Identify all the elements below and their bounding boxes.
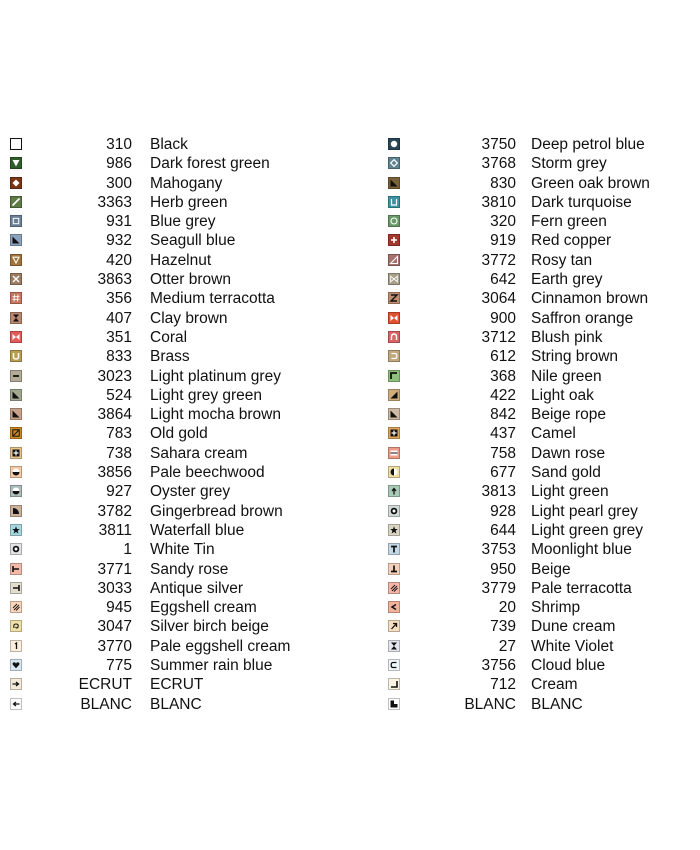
legend-row <box>388 540 688 559</box>
color-name: Storm grey <box>531 155 607 173</box>
floss-code: 900 <box>490 309 516 327</box>
legend-row <box>388 193 688 212</box>
floss-code: 437 <box>490 425 516 443</box>
legend-row <box>10 309 310 328</box>
legend-row <box>10 328 310 347</box>
c-shape-icon <box>388 659 400 671</box>
color-name: Cream <box>531 676 578 694</box>
chevron-left-icon <box>388 601 400 613</box>
legend-row <box>10 560 310 579</box>
floss-code: BLANC <box>80 695 132 713</box>
legend-row <box>388 482 688 501</box>
floss-code: 677 <box>490 464 516 482</box>
color-name: Green oak brown <box>531 174 650 192</box>
triangle-down-outline-icon <box>10 254 22 266</box>
color-name: Light platinum grey <box>150 367 281 385</box>
color-name: Saffron orange <box>531 309 634 327</box>
legend-row <box>388 231 688 250</box>
color-name: Deep petrol blue <box>531 136 645 153</box>
color-name: Dark forest green <box>150 155 270 173</box>
floss-code: 300 <box>106 174 132 192</box>
slash-box-icon <box>10 427 22 439</box>
inverted-t-icon <box>388 563 400 575</box>
half-circle-icon <box>10 466 22 478</box>
swirl-icon <box>10 620 22 632</box>
half-circle-icon <box>388 466 400 478</box>
heart-icon <box>10 659 22 671</box>
legend-row <box>388 289 688 308</box>
l-shape-icon <box>388 678 400 690</box>
legend-row <box>388 675 688 694</box>
color-name: ECRUT <box>150 676 204 694</box>
color-name: Sand gold <box>531 464 601 482</box>
color-name: Pale eggshell cream <box>150 637 291 655</box>
floss-code: 420 <box>106 251 132 269</box>
floss-code: 3756 <box>481 657 516 675</box>
legend-row <box>388 251 688 270</box>
color-name: Seagull blue <box>150 232 236 250</box>
color-name: Beige rope <box>531 406 606 424</box>
color-name: Dune cream <box>531 618 616 636</box>
floss-code: BLANC <box>464 695 516 713</box>
hourglass-icon <box>10 312 22 324</box>
legend-row <box>388 367 688 386</box>
x-cross-icon <box>10 273 22 285</box>
legend-row <box>388 154 688 173</box>
floss-code: 1 <box>123 541 132 559</box>
color-name: Cinnamon brown <box>531 290 649 308</box>
legend-row <box>388 135 688 154</box>
floss-code: 3033 <box>97 579 132 597</box>
legend-row <box>10 405 310 424</box>
cross-box-icon <box>10 447 22 459</box>
legend-row <box>10 579 310 598</box>
legend-row <box>388 309 688 328</box>
legend-row <box>10 347 310 366</box>
floss-code: 3772 <box>481 251 516 269</box>
legend-row <box>10 598 310 617</box>
square-outline-icon <box>10 138 22 150</box>
floss-code: 356 <box>106 290 132 308</box>
floss-code: 739 <box>490 618 516 636</box>
floss-code: 642 <box>490 271 516 289</box>
legend-row <box>10 675 310 694</box>
legend-row <box>10 656 310 675</box>
legend-row <box>388 502 688 521</box>
gear-icon <box>388 505 400 517</box>
color-name: Blush pink <box>531 328 603 346</box>
legend-row <box>388 637 688 656</box>
color-name: Mahogany <box>150 174 223 192</box>
z-shape-icon <box>388 292 400 304</box>
floss-code: 927 <box>106 483 132 501</box>
floss-code: 3064 <box>481 290 516 308</box>
floss-code: 3863 <box>97 271 132 289</box>
color-name: Old gold <box>150 425 208 443</box>
inner-square-icon <box>10 215 22 227</box>
legend-row <box>10 251 310 270</box>
stripes-icon <box>10 601 22 613</box>
legend-row <box>388 579 688 598</box>
floss-code: 3864 <box>97 406 132 424</box>
legend-row <box>10 193 310 212</box>
color-name: White Violet <box>531 637 614 655</box>
color-name: Nile green <box>531 367 602 385</box>
circle-icon <box>388 138 400 150</box>
legend-row <box>10 174 310 193</box>
floss-code: 3750 <box>481 136 516 153</box>
color-name: Antique silver <box>150 579 244 597</box>
floss-code: 3023 <box>97 367 132 385</box>
floss-code: 368 <box>490 367 516 385</box>
legend-row <box>388 405 688 424</box>
legend-row <box>10 135 310 154</box>
color-name: Light mocha brown <box>150 406 281 424</box>
floss-code: 3771 <box>97 560 132 578</box>
arrow-diagonal-icon <box>388 620 400 632</box>
legend-row <box>10 521 310 540</box>
bowtie-icon <box>388 312 400 324</box>
star-icon <box>10 524 22 536</box>
color-name: Hazelnut <box>150 251 212 269</box>
legend-row <box>388 270 688 289</box>
sun-icon <box>10 543 22 555</box>
one-icon <box>10 640 22 652</box>
legend-row <box>388 444 688 463</box>
color-name: Gingerbread brown <box>150 502 283 520</box>
legend-row <box>388 521 688 540</box>
floss-code: 928 <box>490 502 516 520</box>
floss-code: 758 <box>490 444 516 462</box>
color-name: Light pearl grey <box>531 502 638 520</box>
legend-row <box>388 617 688 636</box>
floss-code: 833 <box>106 348 132 366</box>
color-name: Dawn rose <box>531 444 606 462</box>
floss-code: 3813 <box>481 483 516 501</box>
color-name: Rosy tan <box>531 251 593 269</box>
legend-row <box>10 212 310 231</box>
floss-code: 3779 <box>481 579 516 597</box>
floss-code: 3856 <box>97 464 132 482</box>
color-name: Sandy rose <box>150 560 229 578</box>
legend-row <box>388 347 688 366</box>
minus-box-icon <box>388 447 400 459</box>
floss-code: 775 <box>106 657 132 675</box>
floss-code: 950 <box>490 560 516 578</box>
bowtie-icon <box>10 331 22 343</box>
arrow-right-icon <box>10 678 22 690</box>
floss-code: 644 <box>490 521 516 539</box>
hash-icon <box>10 292 22 304</box>
quarter-circle-icon <box>10 505 22 517</box>
color-name: Blue grey <box>150 213 216 231</box>
l-block-icon <box>388 698 400 710</box>
color-name: Eggshell cream <box>150 599 257 617</box>
c-shape-icon <box>388 350 400 362</box>
color-name: Light oak <box>531 386 594 404</box>
l-corner-icon <box>388 370 400 382</box>
legend-row <box>388 174 688 193</box>
color-name: Shrimp <box>531 599 581 617</box>
minus-icon <box>10 370 22 382</box>
legend-row <box>10 367 310 386</box>
legend-row <box>10 617 310 636</box>
diamond-icon <box>10 177 22 189</box>
color-name: Silver birch beige <box>150 618 269 636</box>
floss-code: 738 <box>106 444 132 462</box>
color-name: Beige <box>531 560 571 578</box>
color-name: Light grey green <box>150 386 263 404</box>
floss-code: 3782 <box>97 502 132 520</box>
legend-row <box>388 598 688 617</box>
legend-row <box>10 444 310 463</box>
star-box-icon <box>388 524 400 536</box>
legend-row <box>10 386 310 405</box>
floss-code: 407 <box>106 309 132 327</box>
color-name: Earth grey <box>531 271 603 289</box>
color-name: Oyster grey <box>150 483 231 501</box>
half-circle-icon <box>10 485 22 497</box>
floss-code: 351 <box>106 328 132 346</box>
half-diagonal-icon <box>388 408 400 420</box>
color-name: Light green grey <box>531 521 644 539</box>
color-name: Brass <box>150 348 190 366</box>
legend-row <box>388 424 688 443</box>
floss-code: 3768 <box>481 155 516 173</box>
color-name: White Tin <box>150 541 215 559</box>
floss-code: 3047 <box>97 618 132 636</box>
arch-icon <box>388 331 400 343</box>
color-name: Dark turquoise <box>531 193 632 211</box>
floss-code: 945 <box>106 599 132 617</box>
square-outline-icon <box>388 196 400 208</box>
floss-code: 3712 <box>481 328 516 346</box>
floss-code: 3363 <box>97 193 132 211</box>
legend-row <box>388 560 688 579</box>
bowtie-outline-icon <box>388 273 400 285</box>
color-name: Moonlight blue <box>531 541 632 559</box>
color-name: Summer rain blue <box>150 657 273 675</box>
floss-code: 20 <box>498 599 516 617</box>
floss-code: 3770 <box>97 637 132 655</box>
legend-row <box>10 231 310 250</box>
diamond-outline-icon <box>388 157 400 169</box>
square-corner-icon <box>388 389 400 401</box>
legend-row <box>10 424 310 443</box>
circle-outline-icon <box>388 215 400 227</box>
floss-code: 310 <box>106 136 132 153</box>
u-shape-icon <box>10 350 22 362</box>
arrow-up-icon <box>388 485 400 497</box>
hourglass-icon <box>388 640 400 652</box>
color-name: Pale beechwood <box>150 464 265 482</box>
color-name: Medium terracotta <box>150 290 275 308</box>
legend-row <box>10 482 310 501</box>
legend-row <box>10 540 310 559</box>
color-name: Pale terracotta <box>531 579 632 597</box>
legend-row <box>388 328 688 347</box>
legend-row <box>388 386 688 405</box>
legend-row <box>388 212 688 231</box>
slash-icon <box>10 196 22 208</box>
stripes-icon <box>388 582 400 594</box>
floss-code: 524 <box>106 386 132 404</box>
floss-code: 931 <box>106 213 132 231</box>
legend-row <box>10 154 310 173</box>
floss-code: 712 <box>490 676 516 694</box>
legend-row <box>10 289 310 308</box>
floss-code: 932 <box>106 232 132 250</box>
color-name: Herb green <box>150 193 228 211</box>
floss-code: 320 <box>490 213 516 231</box>
legend-row <box>388 656 688 675</box>
legend-row <box>10 637 310 656</box>
floss-code: 842 <box>490 406 516 424</box>
floss-code: 3810 <box>481 193 516 211</box>
legend-row <box>388 463 688 482</box>
floss-code: 919 <box>490 232 516 250</box>
color-name: Waterfall blue <box>150 521 245 539</box>
legend-row <box>10 695 310 714</box>
color-name: Fern green <box>531 213 607 231</box>
t-side-icon <box>10 582 22 594</box>
corner-triangle-outline-icon <box>388 254 400 266</box>
t-corner-icon <box>10 563 22 575</box>
half-diagonal-icon <box>10 408 22 420</box>
legend-column-right <box>388 135 688 714</box>
color-name: Coral <box>150 328 188 346</box>
floss-code: 422 <box>490 386 516 404</box>
legend-row <box>10 502 310 521</box>
legend-row <box>388 695 688 714</box>
color-name: Black <box>150 136 188 153</box>
floss-code: 986 <box>106 155 132 173</box>
color-name: Light green <box>531 483 609 501</box>
floss-code: 783 <box>106 425 132 443</box>
t-shape-icon <box>388 543 400 555</box>
color-name: Cloud blue <box>531 657 606 675</box>
color-name: BLANC <box>531 695 583 713</box>
color-name: Sahara cream <box>150 444 248 462</box>
legend-column-left <box>10 135 310 714</box>
floss-code: 3753 <box>481 541 516 559</box>
floss-code: 27 <box>498 637 516 655</box>
color-name: Camel <box>531 425 576 443</box>
floss-code: 612 <box>490 348 516 366</box>
plus-icon <box>388 234 400 246</box>
arrow-left-icon <box>10 698 22 710</box>
triangle-down-icon <box>10 157 22 169</box>
color-name: String brown <box>531 348 619 366</box>
half-diagonal-icon <box>10 389 22 401</box>
legend-row <box>10 270 310 289</box>
color-name: BLANC <box>150 695 202 713</box>
color-name: Red copper <box>531 232 612 250</box>
plus-box-icon <box>388 427 400 439</box>
corner-triangle-icon <box>10 234 22 246</box>
legend-row <box>10 463 310 482</box>
floss-code: 830 <box>490 174 516 192</box>
corner-triangle-icon <box>388 177 400 189</box>
floss-code: ECRUT <box>78 676 132 694</box>
floss-code: 3811 <box>98 521 132 539</box>
color-name: Clay brown <box>150 309 228 327</box>
color-name: Otter brown <box>150 271 231 289</box>
